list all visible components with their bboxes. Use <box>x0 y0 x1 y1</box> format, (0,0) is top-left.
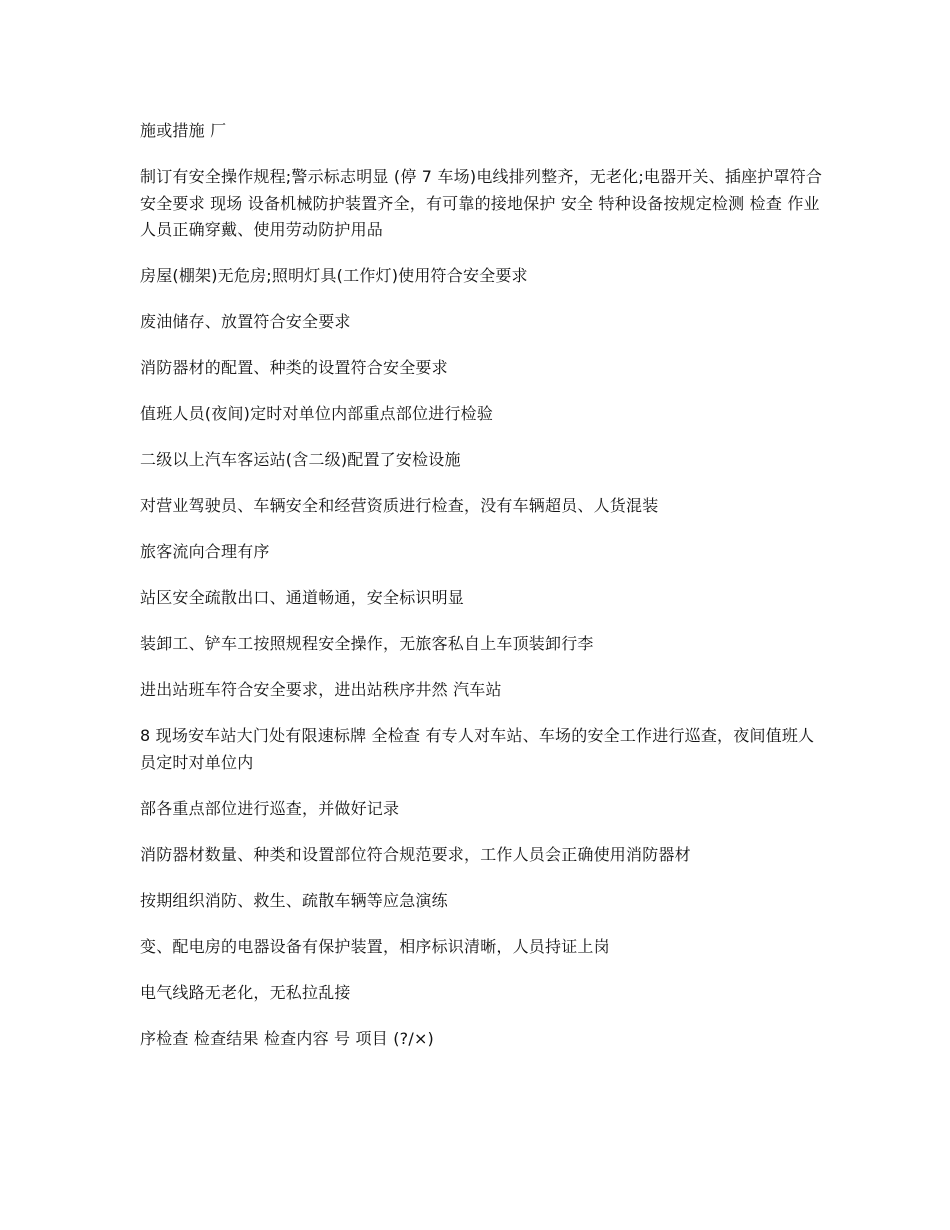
paragraph-10: 站区安全疏散出口、通道畅通，安全标识明显 <box>140 588 465 607</box>
paragraph-8: 对营业驾驶员、车辆安全和经营资质进行检查，没有车辆超员、人货混装 <box>140 496 659 515</box>
document-page <box>140 118 830 1072</box>
paragraph-16: 按期组织消防、救生、疏散车辆等应急演练 <box>140 890 448 910</box>
paragraph-7: 二级以上汽车客运站(含二级)配置了安检设施 <box>140 450 461 469</box>
paragraph-14: 部各重点部位进行巡查，并做好记录 <box>140 798 400 818</box>
paragraph-9: 旅客流向合理有序 <box>140 542 270 561</box>
paragraph-18: 电气线路无老化，无私拉乱接 <box>140 982 351 1002</box>
paragraph-4: 废油储存、放置符合安全要求 <box>140 312 351 331</box>
paragraph-15: 消防器材数量、种类和设置部位符合规范要求，工作人员会正确使用消防器材 <box>140 844 691 864</box>
paragraph-13: 8 现场安车站大门处有限速标牌 全检查 有专人对车站、车场的安全工作进行巡查，夜间值班人员定时对单位内 <box>140 726 815 772</box>
paragraph-5: 消防器材的配置、种类的设置符合安全要求 <box>140 358 448 377</box>
paragraph-6: 值班人员(夜间)定时对单位内部重点部位进行检验 <box>140 404 494 423</box>
paragraph-17: 变、配电房的电器设备有保护装置，相序标识清晰，人员持证上岗 <box>140 936 610 956</box>
paragraph-11: 装卸工、铲车工按照规程安全操作，无旅客私自上车顶装卸行李 <box>140 634 594 653</box>
paragraph-2: 制订有安全操作规程;警示标志明显 (停 7 车场)电线排列整齐，无老化;电器开关、插座护罩符合安全要求 现场 设备机械防护装置齐全，有可靠的接地保护 安全 特种设备按规定检测 检查 作业人员正确穿戴、使用劳动防护用品 <box>140 167 823 239</box>
paragraph-3: 房屋(棚架)无危房;照明灯具(工作灯)使用符合安全要求 <box>140 266 528 285</box>
paragraph-1: 施或措施 厂 <box>140 121 227 140</box>
paragraph-19: 序检查 检查结果 检查内容 号 项目 (?/×) <box>140 1028 435 1048</box>
paragraph-12: 进出站班车符合安全要求，进出站秩序井然 汽车站 <box>140 680 502 699</box>
